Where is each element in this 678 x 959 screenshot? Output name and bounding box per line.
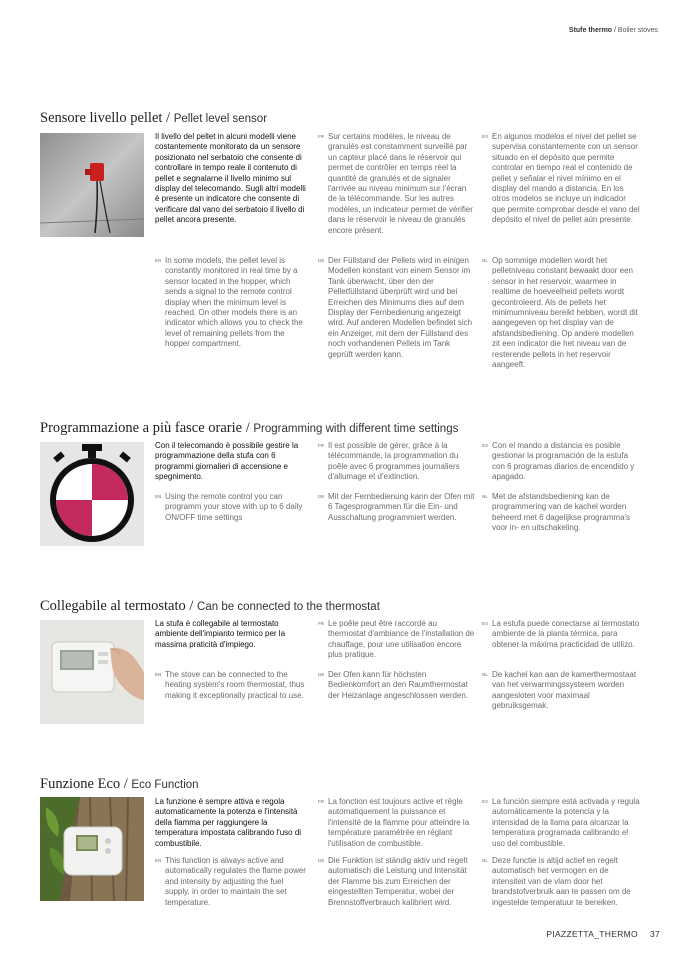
text-nl-body: De kachel kan aan de kamerthermostaat van het verwarmingssysteem worden aangesloten voor maximaal gebruiksgemak.	[492, 670, 637, 711]
section-eco-function	[40, 776, 640, 916]
tag-de: DE	[318, 494, 325, 499]
title-it: Sensore livello pellet	[40, 110, 163, 126]
text-es	[482, 797, 640, 849]
title-it: Programmazione a più fasce orarie	[40, 420, 243, 436]
tag-es: ES	[482, 443, 489, 448]
section-title: Collegabile al termostato / Can be connected to the thermostat	[40, 598, 380, 614]
text-nl-body: Deze functie is altijd actief en regelt automatisch het vermogen en de intensiteit van de vlam door het brandstofverbruik aan te passen om de ingestelde temperatuur te bereiken.	[492, 856, 631, 907]
title-en: Programming with different time settings	[253, 423, 459, 435]
footer-brand: PIAZZETTA_THERMO	[546, 929, 638, 939]
text-en	[155, 256, 310, 350]
tag-nl: NL	[482, 672, 488, 677]
text-en	[155, 670, 310, 701]
title-en: Eco Function	[131, 779, 199, 791]
text-de-body: Die Funktion ist ständig aktiv und regelt automatisch die Leistung und Intensität der Flamme bis zum Erreichen der eingestellten Temperatur, wobei der Brennstoffverbrauch kalibriert wird.	[328, 856, 468, 907]
text-fr	[318, 797, 476, 849]
text-nl	[482, 256, 640, 370]
tag-fr: FR	[318, 443, 324, 448]
text-fr-body: Le poêle peut être raccordé au thermostat d'ambiance de l'installation de chauffage, pour une utilisation encore plus pratique.	[328, 619, 475, 660]
text-fr-body: Il est possible de gérer, grâce à la télécommande, la programmation du poêle avec 6 programmes journaliers d'allumage et d'extinction.	[328, 441, 460, 482]
header-brand: Stufe thermo	[568, 27, 613, 34]
text-de	[318, 670, 476, 701]
text-es-body: En algunos modelos el nivel del pellet se supervisa constantemente con un sensor situado en el depósito que permite controlar en tiempo real el contenido de pellet y señalar el nivel mínimo en el display del mando a distancia. En los otros modelos se incluye un indicador que permite comprobar desde el vano del depósito el nivel de pellet aún presente.	[492, 132, 640, 225]
tag-nl: NL	[482, 258, 488, 263]
tag-es: ES	[482, 799, 489, 804]
text-en	[155, 856, 310, 908]
text-it: Il livello del pellet in alcuni modelli viene costantemente monitorato da un sensore posizionato nel serbatoio che consente di controllare in tempo reale il contenuto di pellet e segnalarne il livello minimo sul display del telecomando. Sugli altri modelli è presente un indicatore che consente di verificare dal vano del serbatoio il livello di pellet ancora presente.	[155, 132, 306, 225]
text-de-body: Der Ofen kann für höchsten Bedienkomfort an den Raumthermostat der Heizanlage angeschlossen werden.	[328, 670, 469, 700]
tag-en: EN	[155, 858, 162, 863]
text-en-body: In some models, the pellet level is constantly monitored in real time by a sensor located in the hopper, which sends a signal to the remote control display when the minimum level is reached. On other models there is an indicator which allows you to check the level of remaining pellets from the hopper compartment.	[165, 256, 303, 349]
header-sub: Boiler stoves	[617, 27, 658, 34]
title-it: Funzione Eco	[40, 776, 121, 792]
tag-en: EN	[155, 494, 162, 499]
tag-de: DE	[318, 672, 325, 677]
tag-de: DE	[318, 858, 325, 863]
page-number: 37	[649, 929, 660, 939]
section-programming	[40, 420, 640, 560]
text-nl	[482, 856, 640, 908]
text-it: Con il telecomando è possibile gestire la programmazione della stufa con 6 programmi giornalieri di accensione e spegnimento.	[155, 441, 299, 482]
title-en: Pellet level sensor	[173, 113, 268, 125]
text-nl-body: Op sommige modellen wordt het pelletniveau constant bewaakt door een sensor in het reservoir, waarmee in realtime de hoeveelheid pellets wordt gecontroleerd. Als de pellets het minimumniveau bereikt hebben, wordt dit aangegeven op het display van de afstandsbediening. Op andere modellen zit een indicator die het niveau van de resterende pellets in het reservoir aangeeft.	[492, 256, 638, 370]
section-thermostat	[40, 598, 640, 733]
tag-es: ES	[482, 134, 489, 139]
text-it: La stufa è collegabile al termostato ambiente dell'impianto termico per la massima praticità d'impiego.	[155, 619, 286, 649]
text-de	[318, 856, 476, 908]
text-en-body: Using the remote control you can programm your stove with up to 6 daily ON/OFF time settings	[165, 492, 303, 522]
text-en	[155, 492, 310, 523]
section-pellet-sensor	[40, 110, 640, 380]
text-fr-body: Sur certains modèles, le niveau de granulés est constamment surveillé par un capteur placé dans le réservoir qui permet de contrôler en temps réel la quantité de granulés et de signaler l'arrivée au niveau minimum sur l'écran de la télécommande. Sur les autres modèles, un indicateur permet de vérifier dans le réservoir le niveau de granulés encore présent.	[328, 132, 473, 235]
text-fr	[318, 441, 476, 483]
tag-de: DE	[318, 258, 325, 263]
tag-fr: FR	[318, 621, 324, 626]
pellet-sensor-photo	[40, 133, 144, 237]
section-title: Programmazione a più fasce orarie / Programming with different time settings	[40, 420, 459, 436]
title-it: Collegabile al termostato	[40, 598, 186, 614]
stopwatch-icon	[40, 442, 144, 546]
title-en: Can be connected to the thermostat	[197, 601, 380, 613]
tag-fr: FR	[318, 799, 324, 804]
page-footer	[546, 929, 660, 939]
section-title: Funzione Eco / Eco Function	[40, 776, 199, 792]
text-nl-body: Met de afstandsbediening kan de programmering van de kachel worden beheerd met 6 dagelijkse programma's voor in- en uitschakeling.	[492, 492, 631, 533]
text-en-body: The stove can be connected to the heating system's room thermostat, thus making it exceptionally practical to use.	[165, 670, 305, 700]
tag-nl: NL	[482, 858, 488, 863]
header-separator: /	[612, 27, 618, 34]
text-es	[482, 132, 640, 226]
text-fr	[318, 132, 476, 236]
tag-nl: NL	[482, 494, 488, 499]
text-en-body: This function is always active and automatically regulates the flame power and intensity by adjusting the fuel supply, in order to maintain the set temperature.	[165, 856, 306, 907]
text-it: La funzione è sempre attiva e regola automaticamente la potenza e l'intensità della fiamma per raggiungere la temperatura impostata calibrando l'uso di combustibile.	[155, 797, 302, 848]
text-de	[318, 256, 476, 360]
text-es	[482, 441, 640, 483]
wall-thermostat-photo	[40, 620, 144, 724]
section-title: Sensore livello pellet / Pellet level sensor	[40, 110, 268, 126]
tag-en: EN	[155, 258, 162, 263]
text-es-body: La estufa puede conectarse al termostato ambiente de la planta térmica, para obtener la máxima practicidad de utilizo.	[492, 619, 640, 649]
tag-fr: FR	[318, 134, 324, 139]
text-fr-body: La fonction est toujours active et règle automatiquement la puissance et l'intensité de la flamme pour atteindre la température paramétrée en réglant l'utilisation de combustible.	[328, 797, 470, 848]
text-nl	[482, 670, 640, 712]
text-es-body: La función siempre está activada y regula automáticamente la potencia y la intensidad de la llama para alcanzar la temperatura programada calibrando el uso del combustible.	[492, 797, 640, 848]
text-de-body: Mit der Fernbedienung kann der Ofen mit 6 Tagesprogrammen für die Ein- und Ausschaltung programmiert werden.	[328, 492, 475, 522]
tag-en: EN	[155, 672, 162, 677]
text-nl	[482, 492, 640, 534]
text-de-body: Der Füllstand der Pellets wird in einigen Modellen konstant von einem Sensor im Tank überwacht, über den der Pelletfüllstand überprüft wird und bei Erreichen des Minimums dies auf dem Display der Fernbedienung angezeigt wird. Auf anderen Modellen befindet sich ein Anzeiger, mit dem der Füllstand des noch vorhandenen Pellets im Tank geprüft werden kann.	[328, 256, 473, 359]
eco-thermostat-photo	[40, 797, 144, 901]
text-fr	[318, 619, 476, 661]
text-de	[318, 492, 476, 523]
page-header	[569, 27, 658, 34]
text-es	[482, 619, 640, 650]
tag-es: ES	[482, 621, 489, 626]
text-es-body: Con el mando a distancia es posible gestionar la programación de la estufa con 6 programas diarios de encendido y apagado.	[492, 441, 635, 482]
